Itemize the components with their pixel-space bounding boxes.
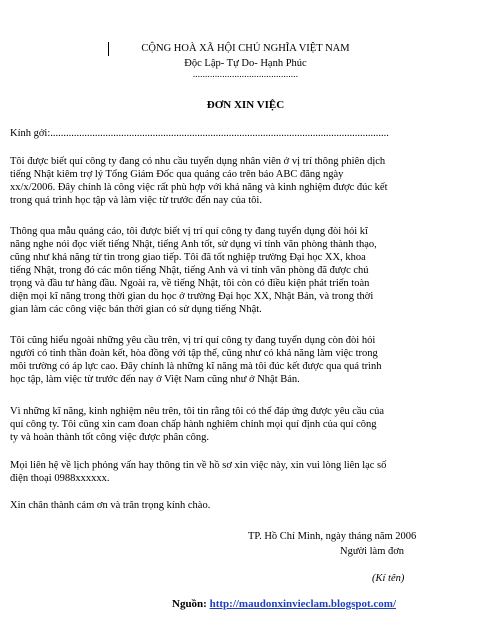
paragraph-4	[10, 405, 480, 444]
applicant-label: Người làm đơn	[340, 546, 405, 557]
motto: Độc Lập- Tự Do- Hạnh Phúc	[184, 58, 307, 69]
paragraph-line: tiếng Nhật, trong đó các môn tiếng Nhật, tiếng Anh và vi tính văn phòng đã được chú	[10, 265, 369, 276]
paragraph-line: cũng như khả năng từ tin trong giao tiếp. Tôi đã tốt nghiệp trường Đại học XX, khoa	[10, 252, 366, 263]
paragraph-line: môi trường có áp lực cao. Đây chính là những kĩ năng mà tôi đúc kết được qua quá trình	[10, 361, 382, 372]
source-link[interactable]: http://maudonxinvieclam.blogspot.com/	[209, 598, 396, 610]
paragraph-5	[10, 459, 480, 485]
paragraph-line: diện mọi kĩ năng trong thời gian du học ở trường Đại học XX, Nhật Bản, và trong thời	[10, 291, 374, 302]
paragraph-1	[10, 155, 480, 207]
paragraph-line: Thông qua mẫu quảng cáo, tôi được biết vị trí quí công ty đang tuyển dụng đòi hỏi kĩ	[10, 226, 368, 237]
source-label: Nguồn:	[172, 598, 207, 610]
paragraph-line: quí công ty. Tôi cũng xin cam đoan chấp hành nghiêm chỉnh mọi quí định của quí công	[10, 419, 377, 430]
paragraph-line: Xin chân thành cám ơn và trân trọng kính chào.	[10, 500, 211, 511]
document-title: ĐƠN XIN VIỆC	[206, 99, 285, 111]
paragraph-line: năng nghe nói đọc viết tiếng Nhật, tiếng Anh tốt, sử dụng vi tính văn phòng thành thạo,	[10, 239, 377, 250]
paragraph-line: trọng và đầu tư hàng đầu. Ngoài ra, về tiếng Nhật, tôi còn có điều kiện phát triển toàn	[10, 278, 370, 289]
paragraph-line: Tôi được biết quí công ty đang có nhu cầu tuyển dụng nhân viên ở vị trí thông phiên dịch	[10, 156, 386, 167]
paragraph-line: Tôi cũng hiểu ngoài những yêu cầu trên, vị trí quí công ty đang tuyển dụng còn đòi hỏi	[10, 335, 376, 346]
paragraph-line: xx/x/2006. Đây chính là công việc rất phù hợp với khả năng và kinh nghiệm được đúc kết	[10, 182, 388, 193]
paragraph-line: điện thoại 0988xxxxxx.	[10, 473, 110, 484]
paragraph-2	[10, 225, 480, 316]
salutation: Kính gởi:.................................................................................................................................	[10, 128, 389, 139]
signature-note: (Kí tên)	[372, 573, 405, 584]
paragraph-6	[10, 499, 480, 512]
paragraph-line: trong quá trình học tập và làm việc từ trước đến nay của tôi.	[10, 195, 262, 206]
paragraph-line: học tập, làm việc từ trước đến nay ở Việt Nam cũng như ở Nhật Bản.	[10, 374, 300, 385]
paragraph-line: người có tinh thần đoàn kết, hòa đồng với tập thể, cũng như có khả năng làm việc trong	[10, 348, 378, 359]
paragraph-line: tiếng Nhật kiêm trợ lý Tổng Giám Đốc qua quảng cáo trên báo ABC đăng ngày	[10, 169, 344, 180]
national-title: CỘNG HOÀ XÃ HỘI CHỦ NGHĨA VIỆT NAM	[141, 43, 350, 54]
paragraph-line: Vì những kĩ năng, kinh nghiệm nêu trên, tôi tin rằng tôi có thể đáp ứng được yêu cầu của	[10, 406, 384, 417]
place-date: TP. Hồ Chí Minh, ngày tháng năm 2006	[248, 531, 417, 542]
paragraph-3	[10, 334, 480, 386]
paragraph-line: Mọi liên hệ về lịch phỏng vấn hay thông tin về hồ sơ xin việc này, xin vui lòng liên lạc số	[10, 460, 387, 471]
paragraph-line: gian làm các công việc bán thời gian có sử dụng tiếng Nhật.	[10, 304, 262, 315]
motto-rule: ...........................................	[192, 69, 299, 79]
source-line	[172, 598, 396, 611]
paragraph-line: ty và hoàn thành tốt công việc được phân công.	[10, 432, 210, 443]
